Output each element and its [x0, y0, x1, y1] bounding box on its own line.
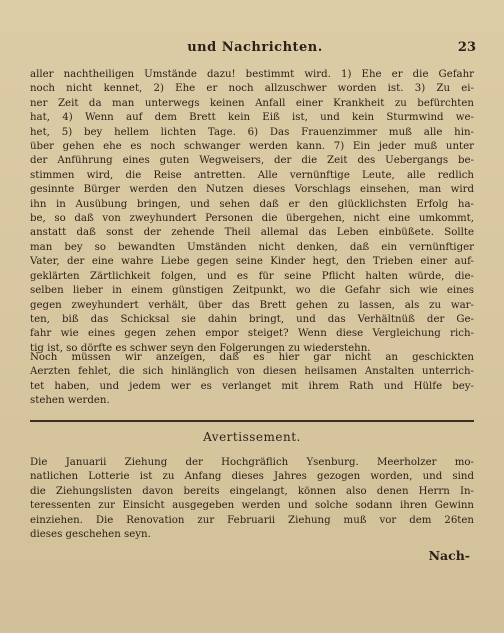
text-line: anstatt daß sonst der zehende Theil allemal das Leben einbüßete. Sollte — [30, 227, 474, 239]
text-line: über gehen ehe es noch schwanger werden kann. 7) Ein jeder muß unter — [30, 141, 474, 153]
text-line: fahr wie eines gegen zehen empor steiget? Wenn diese Vergleichung rich- — [30, 328, 474, 340]
text-line: stimmen wird, die Reise antretten. Alle vernünftige Leute, alle redlich — [30, 169, 474, 181]
text-line: tet haben, und jedem wer es verlanget mit ihrem Rath und Hülfe bey- — [30, 380, 474, 392]
text-line: Die Januarii Ziehung der Hochgräflich Ysenburg. Meerholzer mo- — [30, 457, 474, 468]
body-paragraph — [30, 68, 474, 356]
text-line: gesinnte Bürger werden den Nutzen dieses Vorschlags einsehen, man wird — [30, 184, 474, 196]
text-line: selben lieber in einem günstigen Zeitpunkt, wo die Gefahr sich wie eines — [30, 285, 474, 297]
text-line: der Anführung eines guten Wegweisers, der die Zeit des Uebergangs be- — [30, 155, 474, 167]
text-line: ihn in Ausübung bringen, und sehen daß er den glücklichsten Erfolg ha- — [30, 198, 474, 210]
text-line: ten, biß das Schicksal sie dahin bringt, und das Verhältnüß der Ge- — [30, 313, 474, 325]
text-line: teressenten zur Einsicht ausgegeben werden und solche sodann ihren Gewinn — [30, 500, 474, 512]
text-line: noch nicht kennet, 2) Ehe er noch allzuschwer worden ist. 3) Zu ei- — [30, 83, 474, 95]
text-line: Vater, der eine wahre Liebe gegen seine Kinder hegt, den Trieben einer auf- — [30, 256, 474, 268]
text-line: natlichen Lotterie ist zu Anfang dieses Jahres gezogen worden, und sind — [30, 471, 474, 483]
page-header — [30, 40, 480, 62]
text-line: be, so daß von zweyhundert Personen die übergehen, nicht eine umkommt, — [30, 213, 474, 225]
text-line: man bey so bewandten Umständen nicht denken, daß ein vernünftiger — [30, 241, 474, 253]
text-line: het, 5) bey hellem lichten Tage. 6) Das Frauenzimmer muß alle hin- — [30, 126, 474, 138]
text-line: ner Zeit da man unterwegs keinen Anfall einer Krankheit zu befürchten — [30, 97, 474, 109]
text-line: stehen werden. — [30, 395, 110, 407]
section-divider — [30, 420, 474, 422]
text-line: tig ist, so dörfte es schwer seyn den Folgerungen zu wiederstehn. — [30, 342, 371, 354]
text-line: dieses geschehen seyn. — [30, 529, 151, 541]
text-line: die Ziehungslisten davon bereits eingelangt, können also denen Herrn In- — [30, 485, 474, 497]
text-line: gegen zweyhundert verhält, über das Brett gehen zu lassen, als zu war- — [30, 299, 474, 311]
page-number: 23 — [457, 40, 476, 55]
text-line: aller nachtheiligen Umstände dazu! bestimmt wird. 1) Ehe er die Gefahr — [30, 69, 474, 80]
running-head: und Nachrichten. — [187, 40, 323, 55]
text-line: einziehen. Die Renovation zur Februarii Ziehung muß vor dem 26ten — [30, 514, 474, 526]
text-line: Aerzten fehlet, die sich hinlänglich von diesen heilsamen Anstalten unterrich- — [30, 366, 474, 378]
advertisement-paragraph — [30, 456, 474, 542]
text-line: geklärten Zärtlichkeit folgen, und es für seine Pflicht halten würde, die- — [30, 270, 474, 282]
catchword: Nach- — [428, 548, 470, 563]
text-line: Noch müssen wir anzeigen, daß es hier gar nicht an geschickten — [30, 352, 474, 363]
body-paragraph — [30, 351, 474, 409]
text-line: hat, 4) Wenn auf dem Brett kein Eiß ist, und kein Sturmwind we- — [30, 112, 474, 124]
advertisement-title: Avertissement. — [203, 430, 301, 444]
